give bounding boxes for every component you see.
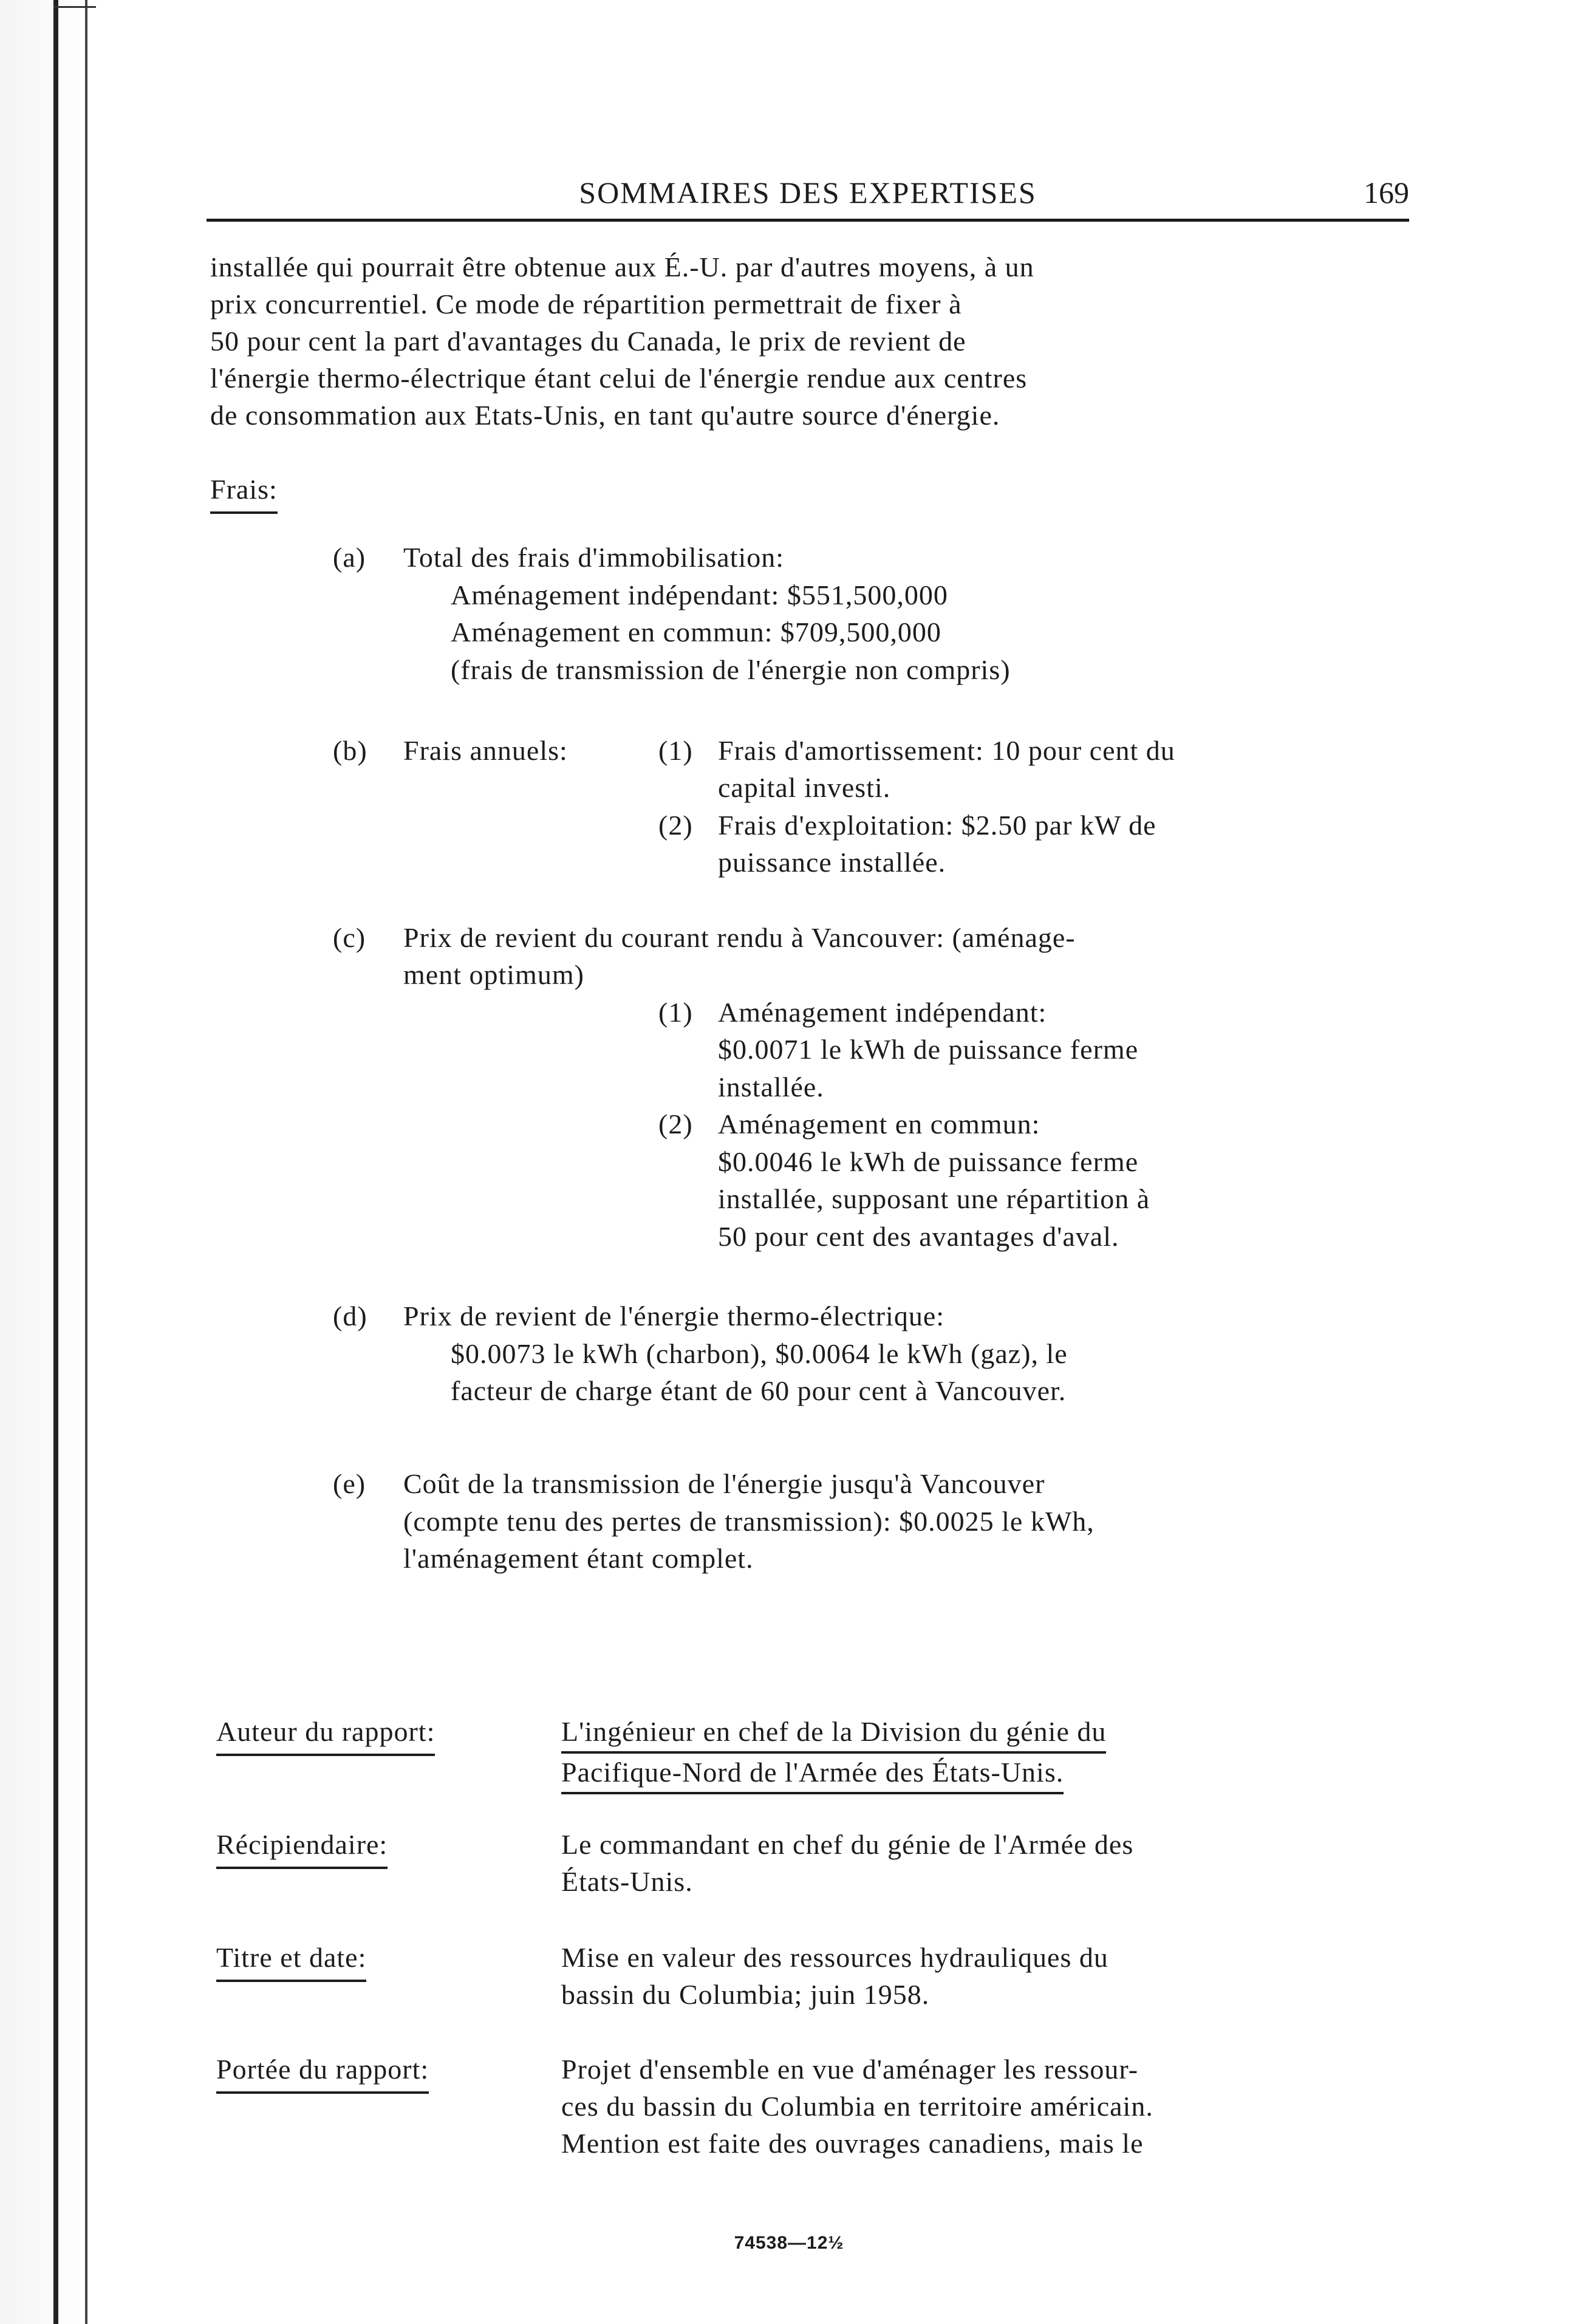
item-b-number: (1)	[658, 735, 693, 766]
item-d-line: facteur de charge étant de 60 pour cent à Vancouver.	[451, 1375, 1067, 1406]
item-c-number: (1)	[658, 997, 693, 1028]
auteur-value	[561, 1713, 1106, 1794]
auteur-key: Auteur du rapport:	[216, 1713, 435, 1756]
binding-rule-inner	[85, 0, 87, 2324]
intro-line: installée qui pourrait être obtenue aux É.-U. par d'autres moyens, à un	[210, 251, 1034, 282]
item-c-line: ment optimum)	[403, 959, 584, 990]
item-d-label: (d)	[333, 1300, 367, 1331]
portee-line: Mention est faite des ouvrages canadiens, mais le	[561, 2128, 1144, 2159]
item-b-number: (2)	[658, 810, 693, 841]
item-a-line: Aménagement en commun: $709,500,000	[451, 617, 941, 648]
printer-signature: 74538—12½	[734, 2233, 844, 2253]
running-title: SOMMAIRES DES EXPERTISES	[579, 176, 1037, 210]
auteur-line: Pacifique-Nord de l'Armée des États-Unis.	[561, 1754, 1064, 1794]
item-c-line: $0.0046 le kWh de puissance ferme	[718, 1146, 1139, 1177]
titre-line: bassin du Columbia; juin 1958.	[561, 1979, 930, 2010]
item-c-line: installée, supposant une répartition à	[718, 1183, 1150, 1214]
item-c-line: Aménagement en commun:	[718, 1109, 1040, 1140]
portee-key: Portée du rapport:	[216, 2051, 429, 2094]
recipiendaire-key: Récipiendaire:	[216, 1826, 388, 1869]
intro-paragraph	[210, 248, 1034, 434]
intro-line: de consommation aux Etats-Unis, en tant qu'autre source d'énergie.	[210, 400, 1000, 431]
item-a-line: Aménagement indépendant: $551,500,000	[451, 579, 948, 610]
item-b-line: Frais d'amortissement: 10 pour cent du	[718, 735, 1175, 766]
item-c-line: $0.0071 le kWh de puissance ferme	[718, 1034, 1139, 1065]
intro-line: 50 pour cent la part d'avantages du Canada, le prix de revient de	[210, 326, 966, 357]
binding-rule-outer	[53, 0, 58, 2324]
titre-key: Titre et date:	[216, 1939, 366, 1982]
item-a-line: Total des frais d'immobilisation:	[403, 542, 785, 573]
page-header	[207, 175, 1409, 217]
item-c-label: (c)	[333, 922, 366, 953]
recipiendaire-line: Le commandant en chef du génie de l'Armée des	[561, 1829, 1134, 1860]
portee-value	[561, 2051, 1153, 2162]
item-b-label: (b)	[333, 735, 367, 766]
binding-corner-mark	[53, 6, 96, 8]
page-number: 169	[1364, 176, 1409, 210]
item-d-line: Prix de revient de l'énergie thermo-électrique:	[403, 1300, 945, 1331]
portee-line: ces du bassin du Columbia en territoire américain.	[561, 2091, 1153, 2122]
titre-value	[561, 1939, 1108, 2013]
intro-line: prix concurrentiel. Ce mode de répartition permettrait de fixer à	[210, 289, 962, 320]
auteur-line: L'ingénieur en chef de la Division du génie du	[561, 1713, 1106, 1754]
item-c-line: installée.	[718, 1071, 824, 1102]
item-d-line: $0.0073 le kWh (charbon), $0.0064 le kWh (gaz), le	[451, 1338, 1068, 1369]
item-e-line: (compte tenu des pertes de transmission): $0.0025 le kWh,	[403, 1506, 1095, 1537]
item-b-prefix: Frais annuels:	[403, 735, 568, 766]
item-c-line: Aménagement indépendant:	[718, 997, 1047, 1028]
portee-line: Projet d'ensemble en vue d'aménager les ressour-	[561, 2054, 1139, 2085]
titre-line: Mise en valeur des ressources hydrauliques du	[561, 1942, 1108, 1973]
recipiendaire-line: États-Unis.	[561, 1866, 693, 1897]
item-e-line: l'aménagement étant complet.	[403, 1543, 754, 1574]
item-a-line: (frais de transmission de l'énergie non compris)	[451, 654, 1011, 685]
header-rule	[207, 219, 1409, 222]
item-b-line: capital investi.	[718, 772, 891, 803]
item-b-line: Frais d'exploitation: $2.50 par kW de	[718, 810, 1156, 841]
recipiendaire-value	[561, 1826, 1133, 1900]
frais-heading: Frais:	[210, 471, 278, 514]
item-c-number: (2)	[658, 1109, 693, 1140]
item-e-label: (e)	[333, 1468, 366, 1499]
item-c-line: 50 pour cent des avantages d'aval.	[718, 1221, 1119, 1252]
item-b-line: puissance installée.	[718, 847, 946, 878]
item-e-line: Coût de la transmission de l'énergie jusqu'à Vancouver	[403, 1468, 1045, 1499]
page-binding-edge	[0, 0, 91, 2324]
item-c-line: Prix de revient du courant rendu à Vancouver: (aménage-	[403, 922, 1076, 953]
intro-line: l'énergie thermo-électrique étant celui de l'énergie rendue aux centres	[210, 363, 1028, 394]
item-a-label: (a)	[333, 542, 366, 573]
